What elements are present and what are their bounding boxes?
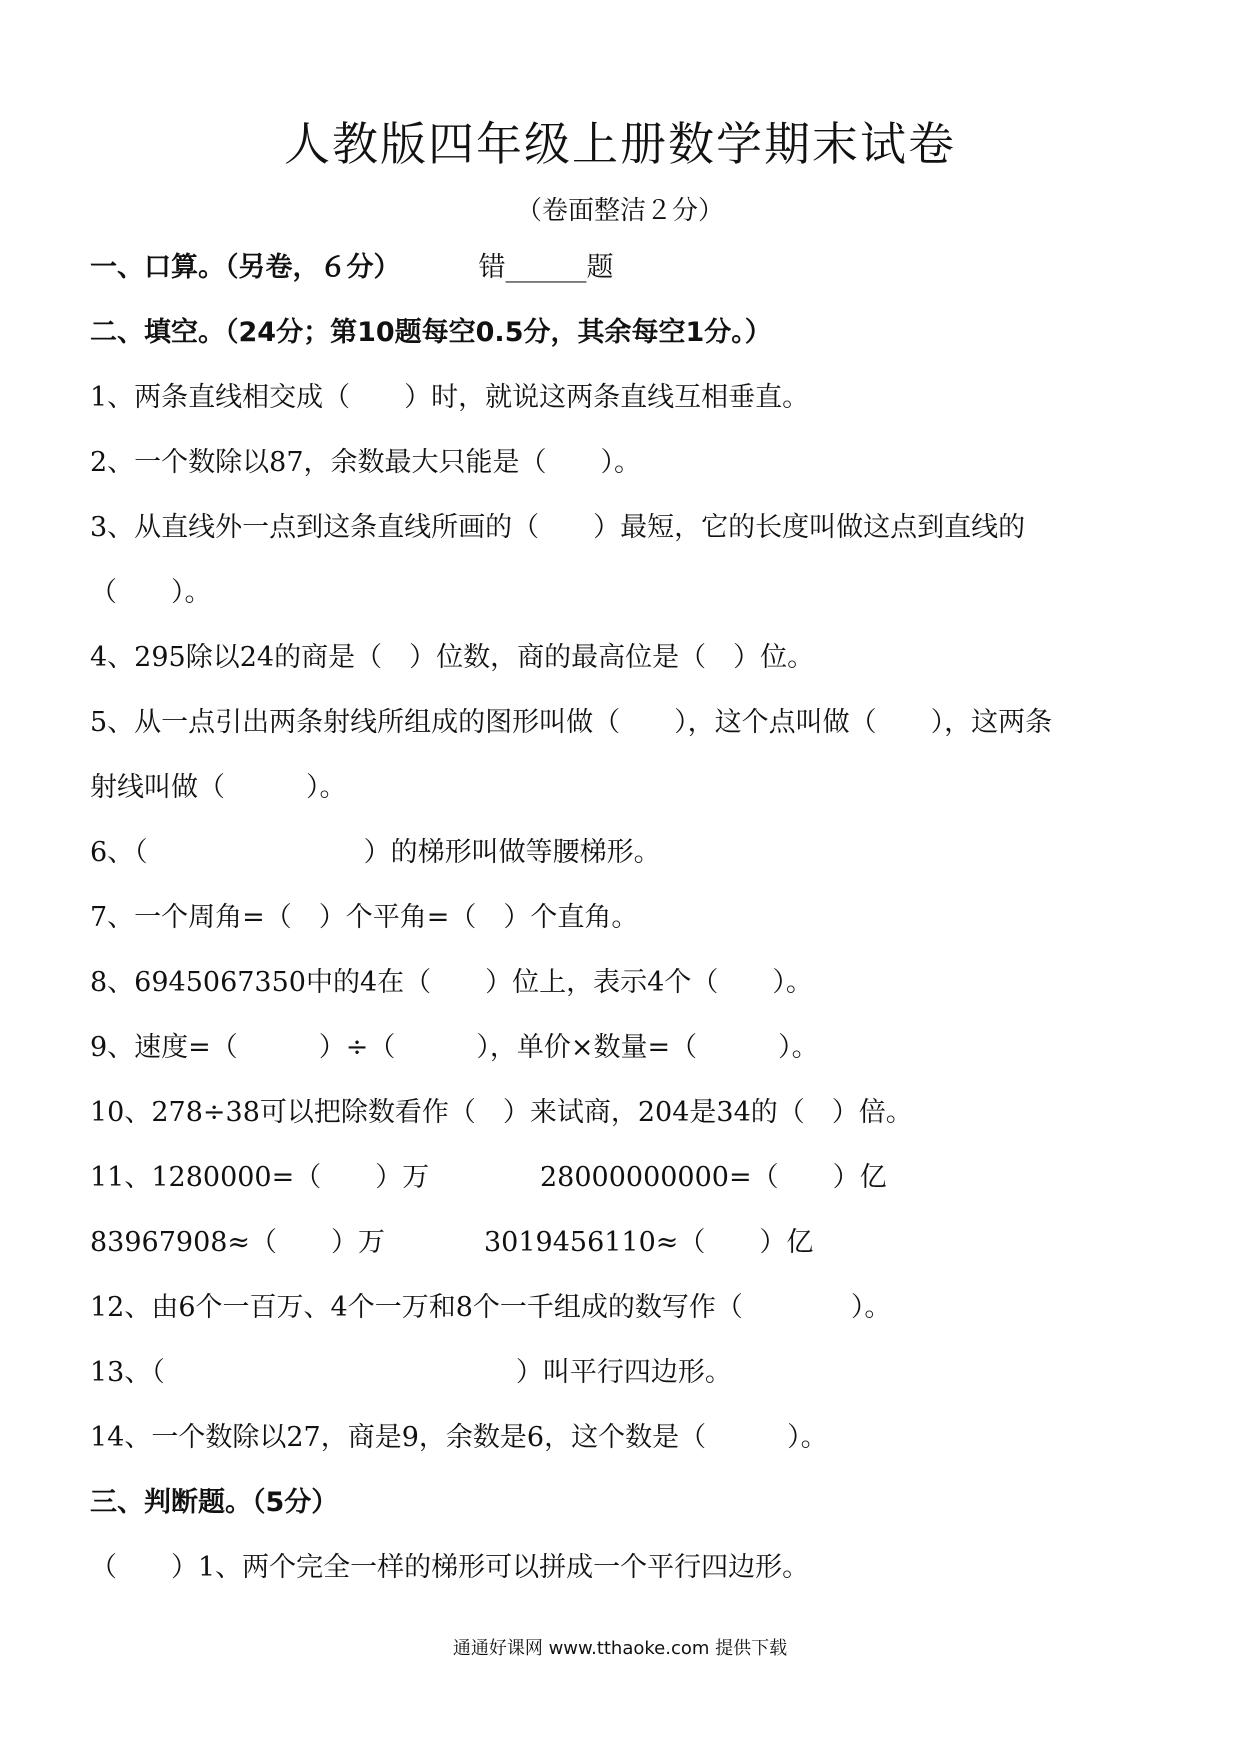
section-2-heading: 二、填空。（24分；第10题每空0.5分，其余每空1分。） [90, 317, 772, 348]
question-11-row-2-right: 3019456110≈（ ）亿 [484, 1227, 814, 1258]
question-11-row-1-right: 28000000000=（ ）亿 [540, 1162, 887, 1193]
question-9: 9、速度=（ ）÷（ ），单价×数量=（ ）。 [90, 1032, 819, 1063]
question-3-line-2: （ ）。 [90, 577, 212, 608]
question-8: 8、6945067350中的4在（ ）位上，表示4个（ ）。 [90, 967, 813, 998]
question-13: 13、（ ）叫平行四边形。 [90, 1357, 732, 1388]
question-4: 4、295除以24的商是（ ）位数，商的最高位是（ ）位。 [90, 642, 815, 673]
question-7: 7、一个周角=（ ）个平角=（ ）个直角。 [90, 902, 639, 933]
judgement-1: （ ）1、两个完全一样的梯形可以拼成一个平行四边形。 [90, 1552, 810, 1583]
question-10: 10、278÷38可以把除数看作（ ）来试商，204是34的（ ）倍。 [90, 1097, 913, 1128]
section-1-wrong-blank: ______ [505, 252, 587, 283]
section-1-heading: 一、口算。（另卷，６分） [90, 252, 401, 283]
section-1-line [90, 250, 614, 286]
section-1-wrong-label: 错 [478, 252, 506, 283]
question-3-line-1: 3、从直线外一点到这条直线所画的（ ）最短，它的长度叫做这点到直线的 [90, 512, 1026, 543]
question-6: 6、（ ）的梯形叫做等腰梯形。 [90, 837, 661, 868]
page-footer: 通通好课网 www.tthaoke.com 提供下载 [452, 1638, 788, 1659]
question-5-line-1: 5、从一点引出两条射线所组成的图形叫做（ ），这个点叫做（ ），这两条 [90, 707, 1053, 738]
question-1: 1、两条直线相交成（ ）时，就说这两条直线互相垂直。 [90, 382, 810, 413]
question-2: 2、一个数除以87，余数最大只能是（ ）。 [90, 447, 642, 478]
section-1-wrong-suffix: 题 [586, 252, 614, 283]
question-14: 14、一个数除以27，商是9，余数是6，这个数是（ ）。 [90, 1422, 828, 1453]
question-12: 12、由6个一百万、4个一万和8个一千组成的数写作（ ）。 [90, 1292, 892, 1323]
question-11-row-2-left: 83967908≈（ ）万 [90, 1227, 386, 1258]
section-3-heading: 三、判断题。（5分） [90, 1487, 339, 1518]
page-title: 人教版四年级上册数学期末试卷 [284, 117, 956, 171]
question-11-row-1-left: 11、1280000=（ ）万 [90, 1162, 430, 1193]
question-5-line-2: 射线叫做（ ）。 [90, 772, 347, 803]
page-subtitle: （卷面整洁２分） [515, 196, 724, 226]
